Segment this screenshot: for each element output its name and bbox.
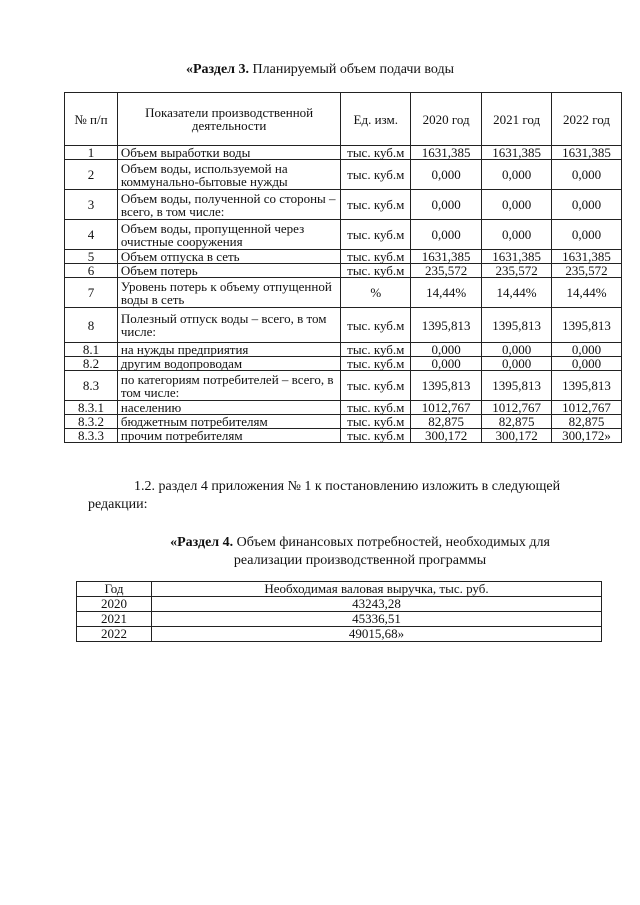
value-2021: 0,000 [482, 160, 552, 190]
row-number: 4 [65, 220, 118, 250]
value-2020: 0,000 [411, 190, 482, 220]
row-number: 8.3.1 [65, 401, 118, 415]
row-number: 8.3 [65, 371, 118, 401]
row-unit: тыс. куб.м [341, 401, 411, 415]
table-row [65, 343, 622, 357]
table-row [65, 146, 622, 160]
row-indicator: бюджетным потребителям [117, 415, 340, 429]
row-indicator: на нужды предприятия [117, 343, 340, 357]
table-row [65, 357, 622, 371]
value-2020: 235,572 [411, 264, 482, 278]
value-2021: 0,000 [482, 343, 552, 357]
table-row [65, 429, 622, 443]
row-revenue: 45336,51 [152, 612, 602, 627]
value-2021: 1012,767 [482, 401, 552, 415]
row-indicator: Объем воды, пропущенной через очистные сооружения [117, 220, 340, 250]
value-2020: 1395,813 [411, 371, 482, 401]
row-year: 2022 [77, 627, 152, 642]
header-2021: 2021 год [482, 93, 552, 146]
table-row [65, 160, 622, 190]
row-number: 6 [65, 264, 118, 278]
row-unit: тыс. куб.м [341, 250, 411, 264]
value-2022: 0,000 [552, 220, 622, 250]
value-2021: 0,000 [482, 357, 552, 371]
row-indicator: Объем потерь [117, 264, 340, 278]
section3-title-text: Планируемый объем подачи воды [249, 62, 455, 77]
value-2020: 1631,385 [411, 146, 482, 160]
header-revenue: Необходимая валовая выручка, тыс. руб. [152, 582, 602, 597]
value-2020: 82,875 [411, 415, 482, 429]
value-2020: 0,000 [411, 160, 482, 190]
value-2020: 0,000 [411, 343, 482, 357]
row-revenue: 49015,68» [152, 627, 602, 642]
header-indicator: Показатели производственной деятельности [117, 93, 340, 146]
row-indicator: Объем воды, используемой на коммунально-бытовые нужды [117, 160, 340, 190]
row-unit: тыс. куб.м [341, 308, 411, 343]
row-number: 2 [65, 160, 118, 190]
section4-title-text: Объем финансовых потребностей, необходимых для [233, 535, 550, 550]
value-2022: 1631,385 [552, 250, 622, 264]
row-number: 8.3.2 [65, 415, 118, 429]
header-year: Год [77, 582, 152, 597]
row-indicator: Полезный отпуск воды – всего, в том числе: [117, 308, 340, 343]
row-number: 5 [65, 250, 118, 264]
table-row [65, 415, 622, 429]
value-2022: 300,172» [552, 429, 622, 443]
table-header-row [77, 582, 602, 597]
value-2021: 14,44% [482, 278, 552, 308]
value-2021: 1395,813 [482, 371, 552, 401]
header-2022: 2022 год [552, 93, 622, 146]
value-2022: 0,000 [552, 357, 622, 371]
row-indicator: Объем отпуска в сеть [117, 250, 340, 264]
value-2021: 300,172 [482, 429, 552, 443]
row-indicator: другим водопроводам [117, 357, 340, 371]
paragraph-line-1: 1.2. раздел 4 приложения № 1 к постановлению изложить в следующей [134, 479, 561, 494]
table-row [77, 627, 602, 642]
table-row [65, 220, 622, 250]
row-unit: % [341, 278, 411, 308]
value-2021: 0,000 [482, 220, 552, 250]
value-2020: 1395,813 [411, 308, 482, 343]
value-2021: 1631,385 [482, 146, 552, 160]
table-row [77, 612, 602, 627]
value-2020: 0,000 [411, 220, 482, 250]
value-2021: 1395,813 [482, 308, 552, 343]
row-indicator: Уровень потерь к объему отпущенной воды в сеть [117, 278, 340, 308]
header-num: № п/п [65, 93, 118, 146]
row-unit: тыс. куб.м [341, 357, 411, 371]
value-2022: 82,875 [552, 415, 622, 429]
table-row [65, 401, 622, 415]
row-unit: тыс. куб.м [341, 343, 411, 357]
value-2021: 1631,385 [482, 250, 552, 264]
value-2020: 0,000 [411, 357, 482, 371]
value-2021: 235,572 [482, 264, 552, 278]
table-row [65, 308, 622, 343]
section3-title-bold: «Раздел 3. [185, 62, 250, 77]
table-row [65, 190, 622, 220]
value-2020: 14,44% [411, 278, 482, 308]
value-2022: 1395,813 [552, 308, 622, 343]
row-year: 2020 [77, 597, 152, 612]
amendment-paragraph [88, 478, 608, 514]
section4-title-line2: реализации производственной программы [233, 553, 487, 568]
row-unit: тыс. куб.м [341, 220, 411, 250]
value-2021: 0,000 [482, 190, 552, 220]
row-number: 1 [65, 146, 118, 160]
value-2020: 300,172 [411, 429, 482, 443]
row-indicator: Объем воды, полученной со стороны – всего, в том числе: [117, 190, 340, 220]
value-2022: 235,572 [552, 264, 622, 278]
row-number: 3 [65, 190, 118, 220]
paragraph-line-2: редакции: [88, 497, 148, 512]
row-number: 8.1 [65, 343, 118, 357]
row-number: 8.3.3 [65, 429, 118, 443]
table-row [65, 250, 622, 264]
table-row [65, 278, 622, 308]
row-indicator: Объем выработки воды [117, 146, 340, 160]
row-revenue: 43243,28 [152, 597, 602, 612]
row-number: 7 [65, 278, 118, 308]
header-2020: 2020 год [411, 93, 482, 146]
value-2020: 1012,767 [411, 401, 482, 415]
table-row [65, 371, 622, 401]
section4-title [110, 534, 610, 570]
value-2022: 1395,813 [552, 371, 622, 401]
row-indicator: прочим потребителям [117, 429, 340, 443]
revenue-table [76, 581, 602, 642]
row-year: 2021 [77, 612, 152, 627]
value-2021: 82,875 [482, 415, 552, 429]
value-2022: 1012,767 [552, 401, 622, 415]
row-unit: тыс. куб.м [341, 429, 411, 443]
value-2022: 14,44% [552, 278, 622, 308]
row-indicator: населению [117, 401, 340, 415]
table-header-row [65, 93, 622, 146]
water-supply-table [64, 92, 622, 443]
row-unit: тыс. куб.м [341, 146, 411, 160]
value-2022: 0,000 [552, 190, 622, 220]
row-unit: тыс. куб.м [341, 264, 411, 278]
row-unit: тыс. куб.м [341, 371, 411, 401]
header-unit: Ед. изм. [341, 93, 411, 146]
value-2020: 1631,385 [411, 250, 482, 264]
row-unit: тыс. куб.м [341, 160, 411, 190]
row-number: 8 [65, 308, 118, 343]
row-unit: тыс. куб.м [341, 415, 411, 429]
section3-title [0, 62, 640, 78]
table-row [65, 264, 622, 278]
row-number: 8.2 [65, 357, 118, 371]
value-2022: 0,000 [552, 160, 622, 190]
value-2022: 1631,385 [552, 146, 622, 160]
section4-title-bold: «Раздел 4. [170, 535, 234, 550]
value-2022: 0,000 [552, 343, 622, 357]
row-unit: тыс. куб.м [341, 190, 411, 220]
table-row [77, 597, 602, 612]
row-indicator: по категориям потребителей – всего, в том числе: [117, 371, 340, 401]
